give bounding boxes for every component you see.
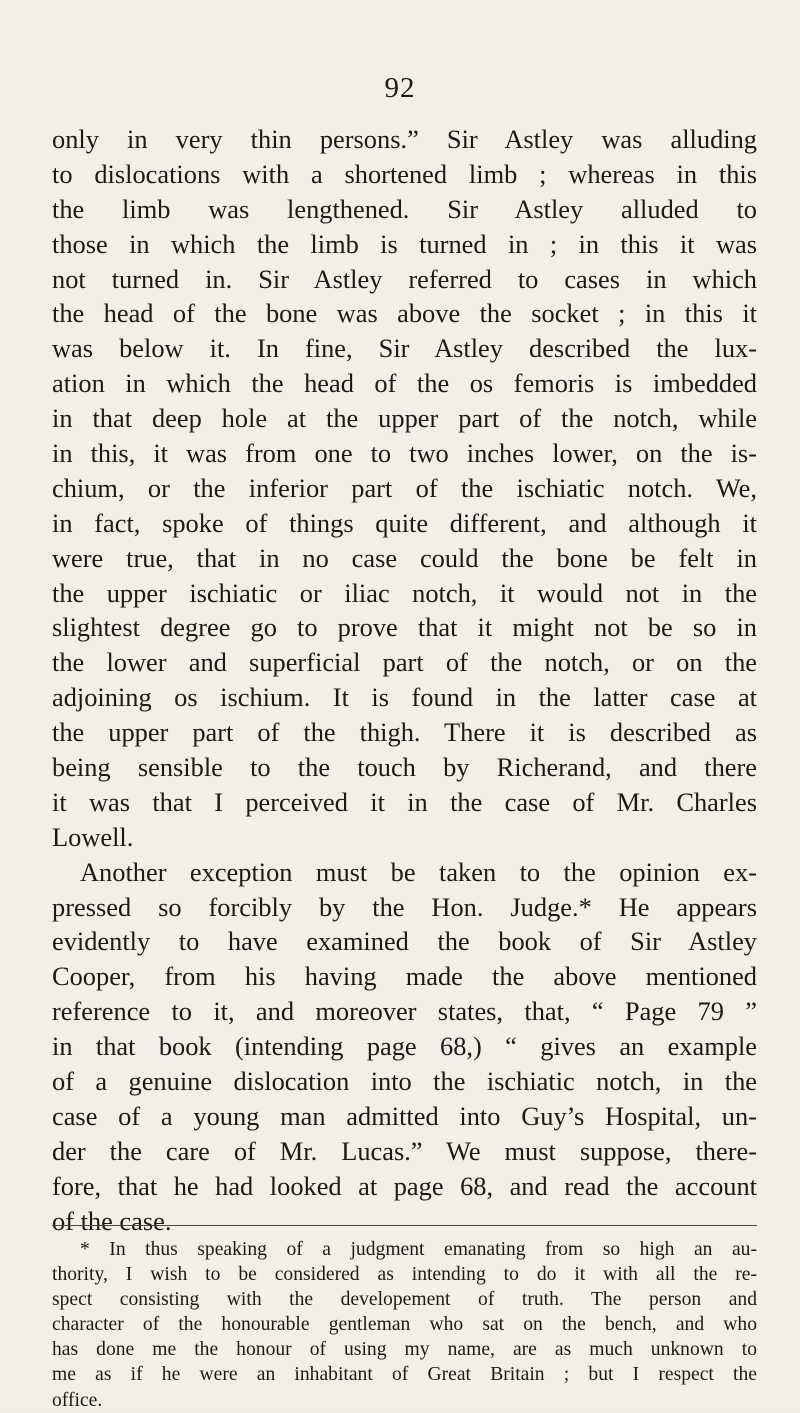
- body-line: adjoining os ischium. It is found in the latter case at: [52, 682, 757, 713]
- footnote-line: me as if he were an inhabitant of Great Britain ; but I respect the: [52, 1364, 757, 1386]
- body-line: Another exception must be taken to the opinion ex-: [80, 856, 757, 887]
- body-line: to dislocations with a shortened limb ; whereas in this: [52, 158, 757, 189]
- body-line: Lowell.: [52, 821, 134, 852]
- body-line: evidently to have examined the book of Sir Astley: [52, 926, 757, 957]
- body-line: were true, that in no case could the bone be felt in: [52, 542, 757, 573]
- footnote-line: spect consisting with the developement of truth. The person and: [52, 1289, 757, 1311]
- body-line: it was that I perceived it in the case of Mr. Charles: [52, 786, 757, 817]
- body-line: those in which the limb is turned in ; in this it was: [52, 228, 757, 259]
- footnote-line: office.: [52, 1389, 103, 1411]
- body-line: of a genuine dislocation into the ischiatic notch, in the: [52, 1066, 757, 1097]
- page-number: 92: [384, 72, 416, 104]
- body-line: slightest degree go to prove that it might not be so in: [52, 612, 757, 643]
- body-line: fore, that he had looked at page 68, and read the account: [52, 1170, 757, 1201]
- footnote-line: character of the honourable gentleman who sat on the bench, and who: [52, 1314, 757, 1336]
- body-text: [52, 122, 757, 1239]
- body-line: reference to it, and moreover states, that, “ Page 79 ”: [52, 996, 757, 1027]
- body-line: the upper ischiatic or iliac notch, it would not in the: [52, 577, 757, 608]
- body-line: in this, it was from one to two inches lower, on the is-: [52, 438, 757, 469]
- body-line: in fact, spoke of things quite different, and although it: [52, 507, 757, 538]
- body-line: was below it. In fine, Sir Astley described the lux-: [52, 333, 757, 364]
- body-line: only in very thin persons.” Sir Astley was alluding: [52, 124, 757, 154]
- body-line: case of a young man admitted into Guy’s Hospital, un-: [52, 1100, 757, 1131]
- body-line: chium, or the inferior part of the ischiatic notch. We,: [52, 472, 757, 503]
- footnote: [52, 1237, 757, 1413]
- body-line: in that deep hole at the upper part of the notch, while: [52, 403, 757, 434]
- body-line: the upper part of the thigh. There it is described as: [52, 717, 757, 748]
- body-line: Cooper, from his having made the above mentioned: [52, 961, 757, 992]
- footnote-line: thority, I wish to be considered as intending to do it with all the re-: [52, 1264, 757, 1286]
- body-line: being sensible to the touch by Richerand, and there: [52, 752, 757, 783]
- body-line: der the care of Mr. Lucas.” We must suppose, there-: [52, 1135, 757, 1166]
- footnote-line: has done me the honour of using my name, are as much unknown to: [52, 1339, 757, 1361]
- body-line: the head of the bone was above the socket ; in this it: [52, 298, 757, 329]
- footnote-divider: [52, 1225, 757, 1226]
- body-line: of the case.: [52, 1205, 172, 1236]
- body-line: the limb was lengthened. Sir Astley alluded to: [52, 193, 757, 224]
- footnote-line: * In thus speaking of a judgment emanating from so high an au-: [80, 1239, 757, 1260]
- body-line: pressed so forcibly by the Hon. Judge.* He appears: [52, 891, 757, 922]
- body-line: not turned in. Sir Astley referred to cases in which: [52, 263, 757, 294]
- body-line: in that book (intending page 68,) “ gives an example: [52, 1031, 757, 1062]
- body-line: the lower and superficial part of the notch, or on the: [52, 647, 757, 678]
- body-line: ation in which the head of the os femoris is imbedded: [52, 368, 757, 399]
